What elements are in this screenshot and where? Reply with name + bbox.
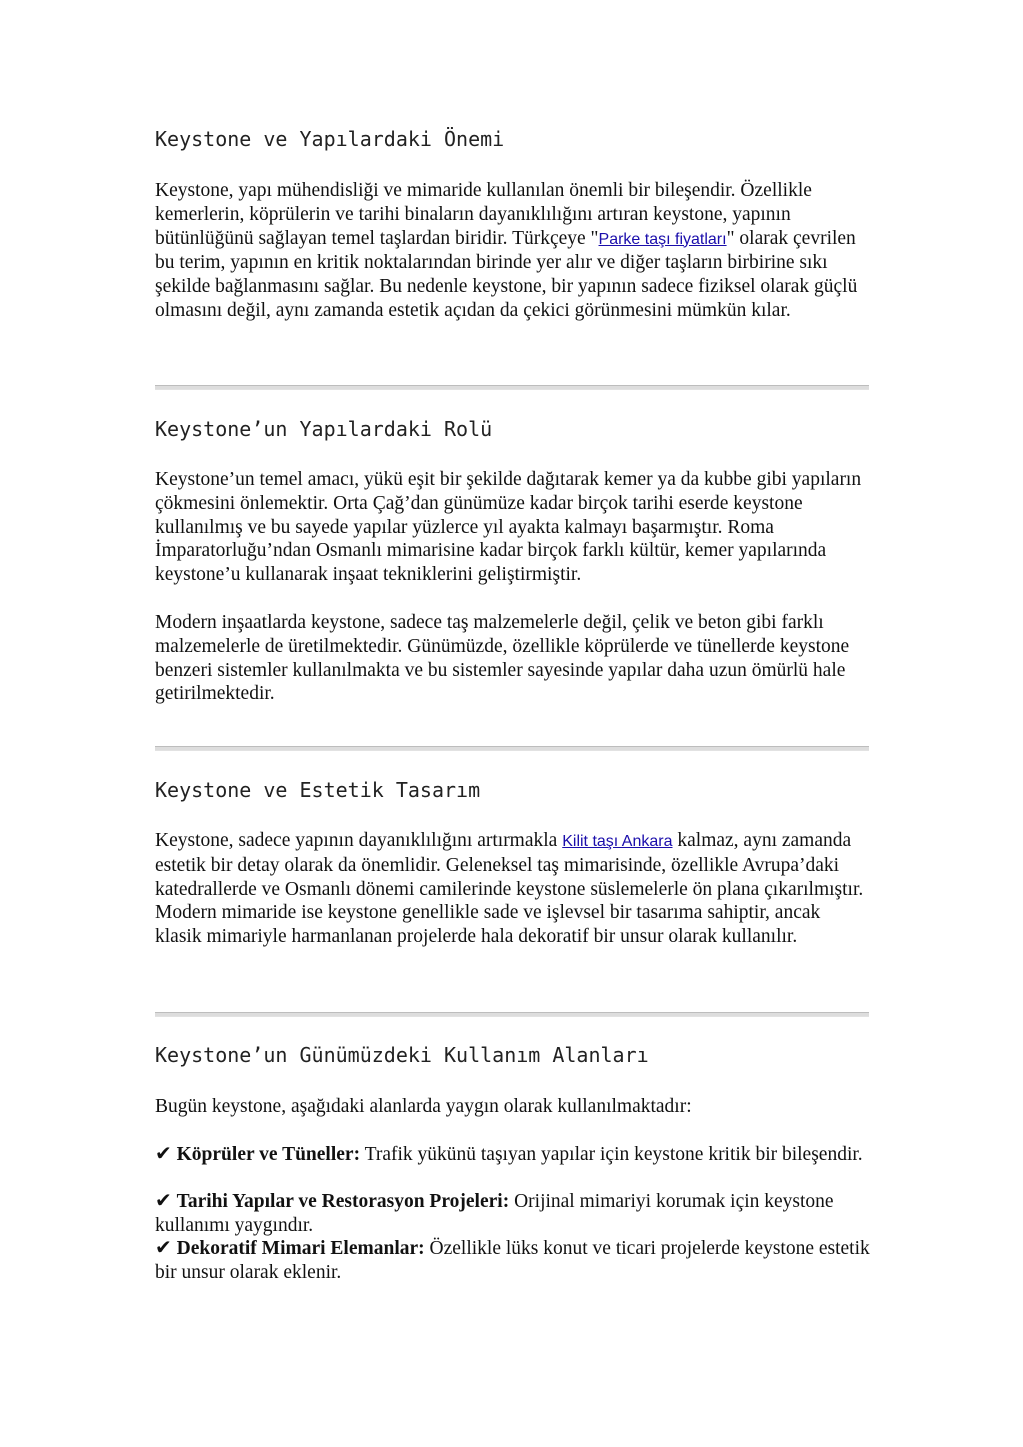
paragraph-text: Keystone, sadece yapının dayanıklılığını artırmakla (155, 830, 563, 851)
section-paragraph (155, 179, 870, 323)
list-item (155, 1142, 870, 1167)
list-item-title: Köprüler ve Tüneller: (176, 1144, 361, 1165)
list-item (155, 1189, 870, 1238)
checkmark-icon: ✔ (155, 1235, 172, 1259)
section-heading: Keystone ve Estetik Tasarım (155, 778, 481, 802)
list-item (155, 1236, 870, 1285)
list-item-title: Tarihi Yapılar ve Restorasyon Projeleri: (176, 1191, 510, 1212)
paragraph-text: " olarak çevrilen bu terim, yapının en kritik noktalarından birinde yer alır ve diğer taşların birbirine sıkı şekilde bağlanmasını sağlar. Bu nedenle keystone, bir yapının sadece fiziksel olarak güçlü olmasını değil, aynı zamanda estetik açıdan da çekici görünmesini mümkün kılar. (155, 227, 858, 321)
section-paragraph: Modern inşaatlarda keystone, sadece taş malzemelerle değil, çelik ve beton gibi farklı malzemelerle de üretilmektedir. Günümüzde, özellikle köprülerde ve tünellerde keystone benzeri sistemler kullanılmakta ve bu sistemler sayesinde yapılar daha uzun ömürlü hale getirilmektedir. (155, 612, 850, 705)
kilit-tasi-link[interactable]: Kilit taşı Ankara (562, 833, 673, 850)
section-divider (155, 1012, 869, 1017)
section-divider (155, 385, 869, 390)
section-intro: Bugün keystone, aşağıdaki alanlarda yaygın olarak kullanılmaktadır: (155, 1096, 692, 1117)
section-heading: Keystone ve Yapılardaki Önemi (155, 127, 505, 151)
list-item-title: Dekoratif Mimari Elemanlar: (176, 1238, 425, 1259)
section-heading: Keystone’un Yapılardaki Rolü (155, 417, 493, 441)
section-paragraph (155, 829, 870, 949)
paragraph-text: kalmaz, aynı zamanda estetik bir detay olarak da önemlidir. Geleneksel taş mimarisinde, özellikle Avrupa’daki katedrallerde ve Osmanlı dönemi camilerinde keystone süslemelerle ön plana çıkarılmıştır. Modern mimaride ise keystone genellikle sade ve işlevsel bir tasarıma sahiptir, ancak klasik mimariyle harmanlanan projelerde hala dekoratif bir unsur olarak kullanılır. (155, 830, 864, 948)
checkmark-icon: ✔ (155, 1141, 172, 1165)
section-divider (155, 746, 869, 751)
list-item-text: Trafik yükünü taşıyan yapılar için keystone kritik bir bileşendir. (360, 1144, 863, 1165)
section-heading: Keystone’un Günümüzdeki Kullanım Alanları (155, 1043, 649, 1067)
list-item-text: Orijinal mimariyi korumak için keystone kullanımı yaygındır. (155, 1191, 834, 1236)
checkmark-icon: ✔ (155, 1188, 172, 1212)
parke-tasi-link[interactable]: Parke taşı fiyatları (598, 230, 727, 248)
section-paragraph: Keystone’un temel amacı, yükü eşit bir şekilde dağıtarak kemer ya da kubbe gibi yapıların çökmesini önlemektir. Orta Çağ’dan günümüze kadar birçok tarihi eserde keystone kullanılmış ve bu sayede yapılar yüzlerce yıl ayakta kalmayı başarmıştır. Roma İmparatorluğu’ndan Osmanlı mimarisine kadar birçok farklı kültür, kemer yapılarında keystone’u kullanarak inşaat tekniklerini geliştirmiştir. (155, 469, 862, 586)
paragraph-text: Keystone, yapı mühendisliği ve mimaride kullanılan önemli bir bileşendir. Özellikle kemerlerin, köprülerin ve tarihi binaların dayanıklılığını artıran keystone, yapının bütünlüğünü sağlayan temel taşlardan biridir. Türkçeye " (155, 180, 812, 249)
list-item-text: Özellikle lüks konut ve ticari projelerde keystone estetik bir unsur olarak eklenir. (155, 1238, 870, 1283)
